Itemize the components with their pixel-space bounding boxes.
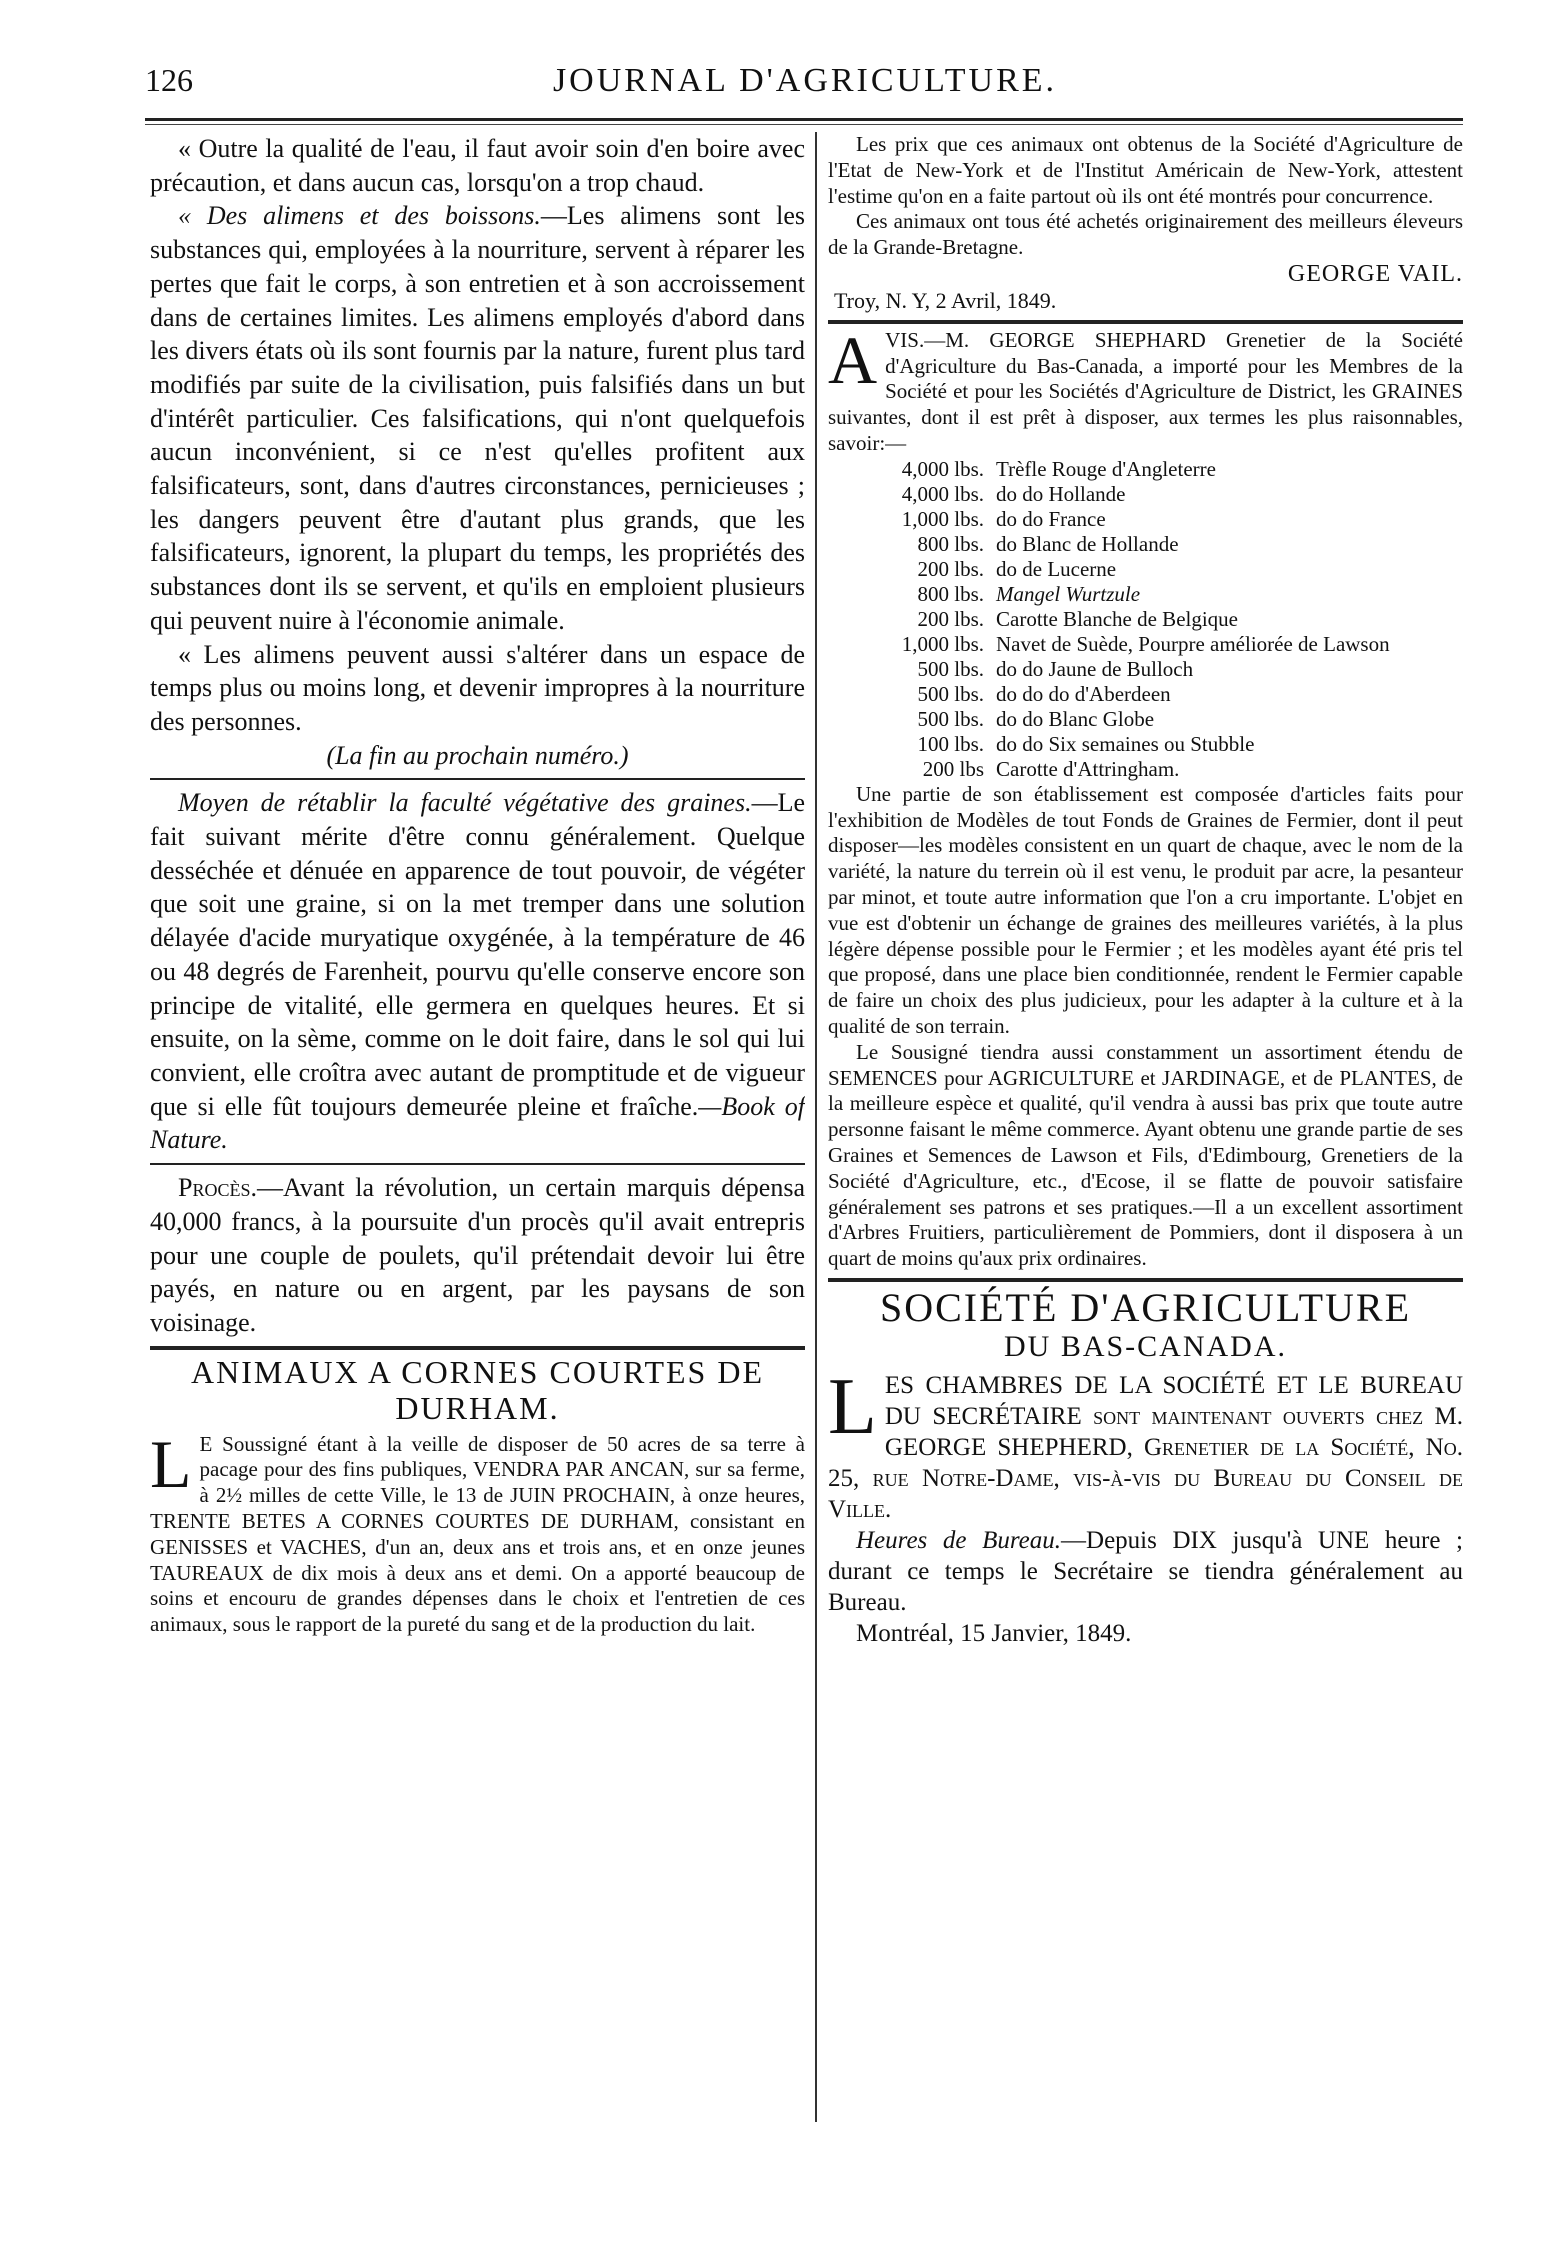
societe-hours-heading: Heures de Bureau.	[856, 1526, 1062, 1554]
societe-chambers-text: ES CHAMBRES DE LA SOCIÉTÉ ET LE BUREAU DU SECRÉTAIRE sont maintenant ouverts chez M. GEORGE SHEPHERD, Grenetier de la Société, No. 25, rue Notre-Dame, vis-à-vis du Bureau du Conseil de Ville.	[828, 1371, 1463, 1523]
seed-desc: do do France	[996, 506, 1106, 531]
table-row	[868, 607, 1396, 632]
table-row	[868, 507, 1396, 532]
graines-text: —Le fait suivant mérite d'être connu généralement. Quelque desséchée et dénuée en apparence de tout pouvoir, de végéter que soit une graine, si on la met tremper dans une solution délayée d'acide muryatique oxygénée, à la température de 46 ou 48 degrés de Farenheit, pourvu qu'elle conserve encore son principe de vitalité, elle germera en quelques heures. Et si ensuite, on la sème, comme on le doit faire, dans le sol qui lui convient, elle croîtra avec autant de promptitude et de vigueur que si elle fût toujours demeurée pleine et fraîche.	[150, 788, 805, 1121]
seed-desc: do do Six semaines ou Stubble	[996, 731, 1255, 756]
table-row	[868, 707, 1396, 732]
paragraph-alimens	[150, 199, 805, 637]
column-separator	[815, 132, 817, 2122]
alimens-text: —Les alimens sont les substances qui, employées à la nourriture, servent à réparer les pertes que fait le corps, à son entretien et à son accroissement dans de certaines limites. Les alimens employés d'abord dans les divers états où ils sont fournis par la nature, furent plus tard modifiés par suite de la civilisation, puis falsifiés dans un but d'intérêt particulier. Ces falsifications, qui n'ont quelquefois aucun inconvénient, si ce n'est qu'elles profitent aux falsificateurs, sont, dans d'autres circonstances, pernicieuses ; les dangers peuvent être d'autant plus grands, que les falsificateurs, ignorent, la plupart du temps, les propriétés des substances dont ils se servent, et qu'ils en emploient plusieurs qui peuvent nuire à l'économie animale.	[150, 201, 805, 635]
vail-paragraph-origin: Ces animaux ont tous été achetés originairement des meilleurs éleveurs de la Grande-Bretagne.	[828, 209, 1463, 260]
table-row	[868, 632, 1396, 657]
seed-desc: Navet de Suède, Pourpre améliorée de Lawson	[996, 631, 1390, 656]
table-row	[868, 457, 1396, 482]
seeds-table	[868, 457, 1396, 782]
societe-hours-text: —Depuis DIX jusqu'à UNE heure ; durant ce temps le Secrétaire se tiendra généralement au Bureau.	[828, 1526, 1463, 1616]
table-row	[868, 482, 1396, 507]
societe-dropcap: L	[828, 1362, 877, 1451]
societe-subtitle: DU BAS-CANADA.	[1003, 1329, 1287, 1363]
seed-qty: 200 lbs.	[917, 556, 984, 581]
proces-heading: Procès.	[178, 1173, 257, 1203]
alimens-heading: « Des alimens et des boissons.	[178, 201, 541, 231]
table-row	[868, 757, 1396, 782]
durham-ad-body	[150, 1425, 805, 1638]
durham-ad-title: ANIMAUX A CORNES COURTES DE DURHAM.	[190, 1353, 764, 1426]
proces-text: —Avant la révolution, un certain marquis dépensa 40,000 francs, à la poursuite d'un procès qu'il avait entrepris pour une couple de poulets, qu'il prétendait devoir lui être payés, en nature ou en argent, par les paysans de son voisinage.	[150, 1173, 805, 1337]
seed-desc: Carotte d'Attringham.	[996, 756, 1180, 781]
seed-qty: 200 lbs.	[917, 606, 984, 631]
journal-title: JOURNAL D'AGRICULTURE.	[552, 62, 1058, 99]
divider-thick	[150, 1346, 805, 1350]
paragraph-proces	[150, 1171, 805, 1340]
page-number: 126	[145, 62, 193, 98]
table-row	[868, 657, 1396, 682]
seed-desc: do do do d'Aberdeen	[996, 681, 1171, 706]
seed-qty: 4,000 lbs.	[901, 481, 984, 506]
seed-desc: do do Blanc Globe	[996, 706, 1155, 731]
societe-title: SOCIÉTÉ D'AGRICULTURE	[879, 1284, 1412, 1330]
right-column	[828, 132, 1463, 2232]
divider-thick	[828, 1278, 1463, 1282]
seed-desc: do de Lucerne	[996, 556, 1117, 581]
vail-place-date: Troy, N. Y, 2 Avril, 1849.	[834, 287, 1057, 313]
seed-qty: 1,000 lbs.	[901, 506, 984, 531]
seed-qty: 800 lbs.	[917, 581, 984, 606]
avis-intro-text: VIS.—M. GEORGE SHEPHARD Grenetier de la Société d'Agriculture du Bas-Canada, a importé pour les Membres de la Société et pour les Sociétés d'Agriculture de District, les GRAINES suivantes, dont il est prêt à disposer, aux termes les plus raisonnables, savoir:—	[828, 327, 1463, 455]
divider	[150, 778, 805, 780]
societe-paragraph-chambers	[828, 1362, 1463, 1525]
vail-paragraph-prizes: Les prix que ces animaux ont obtenus de la Société d'Agriculture de l'Etat de New-York et de l'Institut Américain de New-York, attestent l'estime qu'on en a faite partout où ils ont été montrés pour concurrence.	[828, 132, 1463, 208]
table-row	[868, 582, 1396, 607]
seed-qty: 4,000 lbs.	[901, 456, 984, 481]
avis-dropcap: A	[828, 321, 878, 398]
seed-qty: 1,000 lbs.	[901, 631, 984, 656]
paragraph-alteration: « Les alimens peuvent aussi s'altérer dans un espace de temps plus ou moins long, et devenir impropres à la nourriture des personnes.	[150, 639, 805, 736]
divider	[150, 1163, 805, 1165]
seed-desc: do do Jaune de Bulloch	[996, 656, 1194, 681]
societe-date: Montréal, 15 Janvier, 1849.	[856, 1619, 1132, 1647]
table-row	[868, 732, 1396, 757]
seed-desc: Trèfle Rouge d'Angleterre	[996, 456, 1216, 481]
graines-source: —Book of Nature.	[150, 1091, 805, 1155]
paragraph-graines	[150, 786, 805, 1157]
table-row	[868, 682, 1396, 707]
seed-desc: do Blanc de Hollande	[996, 531, 1179, 556]
seed-qty: 800 lbs.	[917, 531, 984, 556]
vail-signature: GEORGE VAIL.	[1287, 260, 1463, 287]
graines-heading: Moyen de rétablir la faculté végétative des graines.	[178, 788, 752, 818]
header-rule-thin	[145, 124, 1463, 125]
seed-qty: 500 lbs.	[917, 706, 984, 731]
societe-paragraph-hours	[828, 1525, 1463, 1618]
seed-qty: 500 lbs.	[917, 681, 984, 706]
seed-qty: 100 lbs.	[917, 731, 984, 756]
seed-desc: Mangel Wurtzule	[996, 581, 1141, 606]
avis-paragraph-models: Une partie de son établissement est composée d'articles faits pour l'exhibition de Modèles de tout Fonds de Graines de Fermier, dont il peut disposer—les modèles consistent en un quart de chaque, avec le nom de la variété, la nature du terrein où il est venu, le produit par acre, la pesanteur par minot, et toute autre information que l'on a cru importante. L'objet en vue est d'obtenir un échange de graines des meilleures variétés, à la plus légère dépense possible pour le Fermier ; et les modèles ayant été pris tel que proposé, dans une place bien conditionnée, rendent le Fermier capable de faire un choix des plus judicieux, pour les adapter à la culture et à la qualité de son terrain.	[828, 781, 1463, 1038]
seed-desc: do do Hollande	[996, 481, 1126, 506]
header-rule	[145, 118, 1463, 121]
seed-qty: 500 lbs.	[917, 656, 984, 681]
seed-qty: 200 lbs	[922, 756, 984, 781]
page-header	[145, 62, 1465, 110]
avis-paragraph-assortment: Le Sousigné tiendra aussi constamment un assortiment étendu de SEMENCES pour AGRICULTURE et JARDINAGE, et de PLANTES, de la meilleure espèce et qualité, qu'il vendra à aussi bas prix que toute autre personne faisant le même commerce. Ayant obtenu une grande partie de ses Graines et Semences de Lawson et Fils, d'Edimbourg, Grenetiers de la Société d'Agriculture, etc., d'Ecose, il se flatte de pouvoir satisfaire généralement ses patrons et ses pratiques.—Il a un excellent assortiment d'Arbres Fruitiers, particulièrement de Pommiers, dont il disposera à un quart de moins qu'aux prix ordinaires.	[828, 1039, 1463, 1271]
avis-intro	[828, 321, 1463, 457]
durham-ad-text: E Soussigné étant à la veille de disposer de 50 acres de sa terre à pacage pour des fins publiques, VENDRA PAR ANCAN, sur sa ferme, à 2½ milles de cette Ville, le 13 de JUIN PROCHAIN, à onze heures, TRENTE BETES A CORNES COURTES DE DURHAM, consistant en GENISSES et VACHES, d'un an, deux ans et trois ans, et en onze jeunes TAUREAUX de dix mois à deux ans et demi. On a apporté beaucoup de soins et encouru de grandes dépenses dans le choix et l'entretien de ces animaux, sous le rapport de la pureté du sang et de la production du lait.	[150, 1431, 805, 1637]
seed-desc: Carotte Blanche de Belgique	[996, 606, 1239, 631]
left-column	[150, 132, 805, 2232]
paragraph-water: « Outre la qualité de l'eau, il faut avoir soin d'en boire avec précaution, et dans aucun cas, lorsqu'on a trop chaud.	[150, 134, 805, 197]
table-row	[868, 557, 1396, 582]
divider-thick	[828, 320, 1463, 324]
continued-note: (La fin au prochain numéro.)	[326, 740, 629, 770]
durham-dropcap: L	[150, 1425, 192, 1502]
table-row	[868, 532, 1396, 557]
